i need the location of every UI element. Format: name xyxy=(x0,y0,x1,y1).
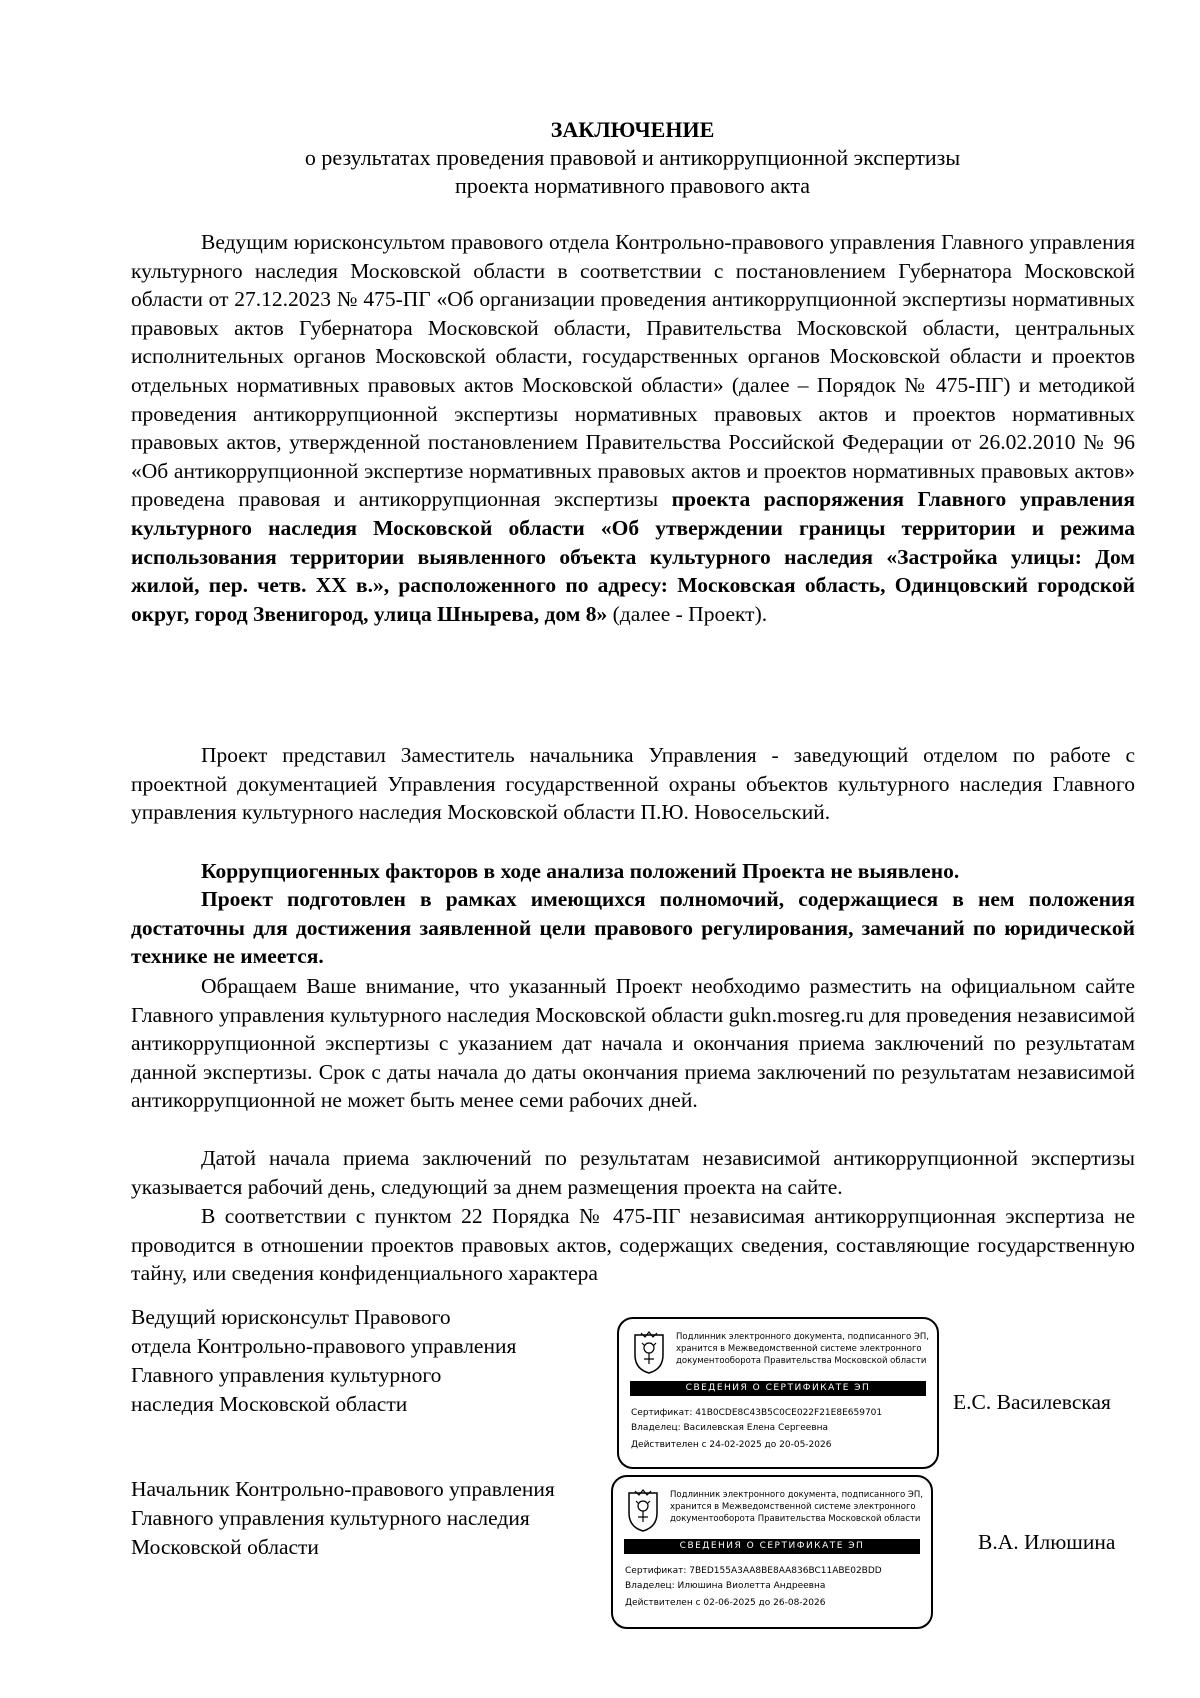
stamp-text-line: хранится в Межведомственной системе электронного xyxy=(670,1502,916,1512)
paragraph-text: Проект представил Заместитель начальника Управления - заведующий отделом по работе с проектной документацией Управления государственной охраны объектов культурного наследия Главного управления культурного наследия Московской области П.Ю. Новосельский. xyxy=(131,743,1135,825)
paragraph-text: Датой начала приема заключений по результатам независимой антикоррупционной экспертизы указывается рабочий день, следующий за днем размещения проекта на сайте. xyxy=(131,1146,1135,1199)
paragraph-presenter xyxy=(131,741,1135,827)
position-line: Главного управления культурного наследия xyxy=(131,1506,530,1530)
signer-name-2: В.А. Илюшина xyxy=(978,1530,1116,1554)
stamp-certificate-owner: Владелец: Илюшина Виолетта Андреевна xyxy=(625,1581,826,1591)
paragraph-no-factors xyxy=(131,857,1135,886)
position-line: Начальник Контрольно-правового управления xyxy=(131,1477,555,1501)
paragraph-text: Проект подготовлен в рамках имеющихся полномочий, содержащиеся в нем положения достаточны для достижения заявленной цели правового регулирования, замечаний по юридической технике не имеется. xyxy=(131,887,1135,969)
coat-of-arms-icon xyxy=(625,1489,661,1533)
document-title: ЗАКЛЮЧЕНИЕ xyxy=(550,117,715,142)
paragraph-start-date xyxy=(131,1144,1135,1201)
paragraph-text: Обращаем Ваше внимание, что указанный Проект необходимо разместить на официальном сайте Главного управления культурного наследия Московской области gukn.mosreg.ru для проведения независимой антикоррупционной экспертизы с указанием дат начала и окончания приема заключений по результатам данной экспертизы. Срок с даты начала до даты окончания приема заключений по результатам независимой антикоррупционной не может быть менее семи рабочих дней. xyxy=(131,974,1135,1113)
position-line: Главного управления культурного xyxy=(131,1363,442,1387)
paragraph-publication xyxy=(131,972,1135,1115)
paragraph-exception xyxy=(131,1202,1135,1288)
document-subtitle-line2: проекта нормативного правового акта xyxy=(454,173,811,198)
stamp-text-line: хранится в Межведомственной системе электронного xyxy=(676,1344,922,1354)
stamp-certificate-validity: Действителен с 24-02-2025 до 20-05-2026 xyxy=(631,1440,832,1450)
e-signature-stamp-2 xyxy=(611,1475,933,1629)
paragraph-tail: (далее - Проект). xyxy=(607,601,768,626)
stamp-certificate-validity: Действителен с 02-06-2025 до 26-08-2026 xyxy=(625,1598,826,1608)
paragraph-expertise-basis xyxy=(131,228,1135,628)
position-line: отдела Контрольно-правового управления xyxy=(131,1334,517,1358)
signer-position-1 xyxy=(131,1303,516,1419)
paragraph-text: Ведущим юрисконсультом правового отдела Контрольно-правового управления Главного управления культурного наследия Московской области в соответствии с постановлением Губернатора Московской области от 27.12.2023 № 475-ПГ «Об организации проведения антикоррупционной экспертизы нормативных правовых актов Губернатора Московской области, Правительства Московской области, центральных исполнительных органов Московской области, государственных органов Московской области и проектов отдельных нормативных правовых актов Московской области» (далее – Порядок № 475-ПГ) и методикой проведения антикоррупционной экспертизы нормативных правовых актов и проектов нормативных правовых актов, утвержденной постановлением Правительства Российской Федерации от 26.02.2010 № 96 «Об антикоррупционной экспертизе нормативных правовых актов и проектов нормативных правовых актов» проведена правовая и антикоррупционная экспертизы xyxy=(131,230,1135,512)
position-line: Ведущий юрисконсульт Правового xyxy=(131,1305,451,1329)
paragraph-text: Коррупциогенных факторов в ходе анализа положений Проекта не выявлено. xyxy=(201,859,960,883)
paragraph-text: В соответствии с пунктом 22 Порядка № 475-ПГ независимая антикоррупционная экспертиза не проводится в отношении проектов правовых актов, содержащих сведения, составляющие государственную тайну, или сведения конфиденциального характера xyxy=(131,1204,1135,1286)
project-title-bold: проекта распоряжения Главного управления культурного наследия Московской области «Об утверждении границы территории и режима использования территории выявленного объекта культурного наследия «Застройка улицы: Дом жилой, пер. четв. XX в.», расположенного по адресу: Московская область, Одинцовский городской округ, город Звенигород, улица Шнырева, дом 8» xyxy=(131,487,1136,626)
stamp-certificate-number: Сертификат: 7BED155A3AA8BE8AA836BC11ABE02BDD xyxy=(625,1566,882,1576)
stamp-text-line: Подлинник электронного документа, подписанного ЭП, xyxy=(670,1490,923,1500)
coat-of-arms-icon xyxy=(631,1331,667,1375)
stamp-certificate-owner: Владелец: Василевская Елена Сергеевна xyxy=(631,1423,829,1433)
stamp-text-line: документооборота Правительства Московской области xyxy=(670,1514,921,1524)
paragraph-conclusion xyxy=(131,885,1135,971)
e-signature-stamp-1 xyxy=(617,1317,939,1469)
position-line: наследия Московской области xyxy=(131,1392,408,1416)
signer-position-2 xyxy=(131,1475,555,1562)
stamp-certificate-number: Сертификат: 41B0CDE8C43B5C0CE022F21E8E659701 xyxy=(631,1408,883,1418)
stamp-text-line: документооборота Правительства Московской области xyxy=(676,1356,927,1366)
stamp-text-line: Подлинник электронного документа, подписанного ЭП, xyxy=(676,1332,929,1342)
document-subtitle-line1: о результатах проведения правовой и антикоррупционной экспертизы xyxy=(304,145,961,170)
stamp-certificate-header: СВЕДЕНИЯ О СЕРТИФИКАТЕ ЭП xyxy=(630,1381,926,1396)
position-line: Московской области xyxy=(131,1535,319,1559)
stamp-certificate-header: СВЕДЕНИЯ О СЕРТИФИКАТЕ ЭП xyxy=(624,1539,920,1554)
signer-name-1: Е.С. Василевская xyxy=(953,1390,1111,1414)
